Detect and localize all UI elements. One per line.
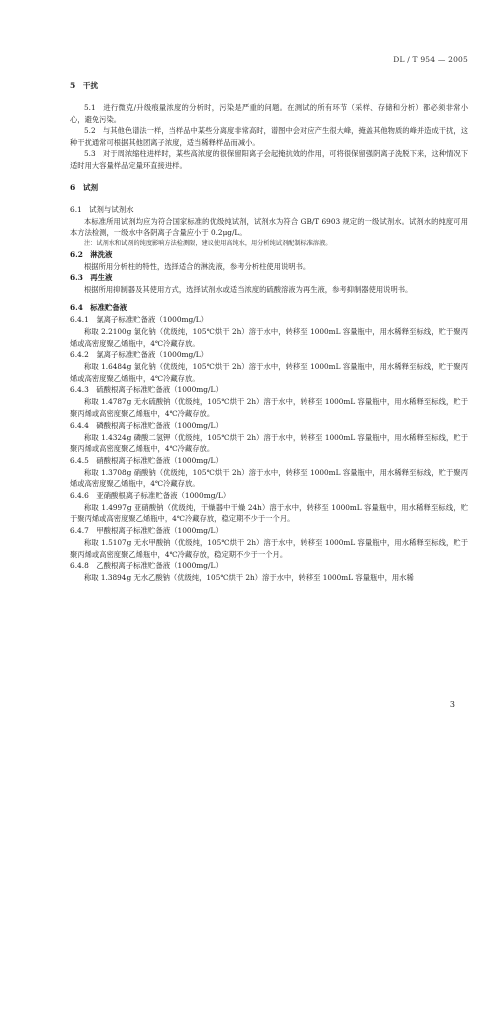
section-6-4-6-title: 6.4.6 亚硝酸根离子标准贮备液（1000mg/L） bbox=[70, 490, 231, 500]
section-6-3-text: 根据所用抑制器及其使用方式，选择试剂水或适当浓度的硫酸溶液为再生液，参考抑制器使用说明书。 bbox=[84, 285, 413, 295]
section-6-4-5-text: 称取 1.3708g 硝酸钠（优级纯，105℃烘干 2h）溶于水中，转移至 1000mL 容量瓶中，用水稀释至标线，贮于聚丙烯或高密度聚乙烯瓶中，4℃冷藏存放。 bbox=[70, 467, 468, 489]
section-6-4-7-text: 称取 1.5107g 无水甲酸钠（优级纯，105℃烘干 2h）溶于水中，转移至 1000mL 容量瓶中，用水稀释至标线，贮于聚丙烯或高密度聚乙烯瓶中，4℃冷藏存放，稳定期不少于一个月。 bbox=[70, 538, 468, 559]
section-6-3-title: 6.3 再生液 bbox=[70, 273, 113, 283]
page-number: 3 bbox=[449, 700, 455, 709]
section-6-4-7-title: 6.4.7 甲酸根离子标准贮备液（1000mg/L） bbox=[70, 526, 223, 536]
document-code: DL / T 954 — 2005 bbox=[393, 55, 468, 64]
section-6-4-4-title: 6.4.4 磷酸根离子标准贮备液（1000mg/L） bbox=[70, 420, 223, 430]
section-6-4-2-text: 称取 1.6484g 氯化钠（优级纯，105℃烘干 2h）溶于水中，转移至 1000mL 容量瓶中，用水稀释至标线，贮于聚丙烯或高密度聚乙烯瓶中，4℃冷藏存放。 bbox=[70, 362, 468, 383]
section-6-4-4-text: 称取 1.4324g 磷酸二氢钾（优级纯，105℃烘干 2h）溶于水中，转移至 1000mL 容量瓶中，用水稀释至标线，贮于聚丙烯或高密度聚乙烯瓶中，4℃冷藏存放。 bbox=[70, 432, 468, 454]
document-body bbox=[70, 80, 468, 584]
section-6-title: 6 试剂 bbox=[70, 182, 99, 192]
section-6-4-1-text: 称取 2.2100g 氯化钠（优级纯，105℃烘干 2h）溶于水中，转移至 1000mL 容量瓶中，用水稀释至标线，贮于聚丙烯或高密度聚乙烯瓶中，4℃冷藏存放。 bbox=[70, 326, 468, 348]
section-6-4-3-title: 6.4.3 硫酸根离子标准贮备液（1000mg/L） bbox=[70, 385, 223, 395]
section-6-4-5-title: 6.4.5 硝酸根离子标准贮备液（1000mg/L） bbox=[70, 455, 223, 465]
section-6-4-1-title: 6.4.1 氯离子标准贮备液（1000mg/L） bbox=[70, 314, 209, 324]
section-6-4-8-text: 称取 1.3894g 无水乙酸钠（优级纯，105℃烘干 2h）溶于水中，转移至 1000mL 容量瓶中，用水稀 bbox=[84, 573, 414, 583]
section-6-4-title: 6.4 标准贮备液 bbox=[70, 302, 128, 312]
section-5-3: 5.3 对于周浓缩柱进样时，某些高浓度的很保留阳离子会起掩抗效的作用，可将很保留强阴离子洗脱下来，这种情况下适时用大容量样品定量环直接进样。 bbox=[70, 149, 468, 170]
section-6-2-text: 根据所用分析柱的特性，选择适合的淋洗液，参考分析柱使用说明书。 bbox=[84, 261, 311, 271]
section-6-1-text: 本标准所用试剂均应为符合国家标准的优级纯试剂，试剂水为符合 GB/T 6903 规定的一级试剂水。试剂水的纯度可用本方法检测，一级水中各阴离子含量应小于 0.2μg/L。 bbox=[70, 216, 468, 238]
section-6-4-8-title: 6.4.8 乙酸根离子标准贮备液（1000mg/L） bbox=[70, 561, 223, 571]
section-5-2: 5.2 与其他色谱法一样，当样品中某些分离度非常高时，谱图中会对应产生很大峰，掩盖其他物质的峰并造成干扰，这种干扰通常可根据其他团离子浓度，适当稀释样品而减小。 bbox=[70, 126, 468, 147]
section-6-4-6-text: 称取 1.4997g 亚硝酸钠（优级纯，干燥器中干燥 24h）溶于水中，转移至 1000mL 容量瓶中，用水稀释至标线，贮于聚丙烯或高密度聚乙烯瓶中，4℃冷藏存放，稳定期不少于一个月。 bbox=[70, 502, 468, 524]
section-6-4-2-title: 6.4.2 氯离子标准贮备液（1000mg/L） bbox=[70, 350, 209, 360]
section-6-4-3-text: 称取 1.4787g 无水硫酸钠（优级纯，105℃烘干 2h）溶于水中，转移至 1000mL 容量瓶中，用水稀释至标线，贮于聚丙烯或高密度聚乙烯瓶中，4℃冷藏存放。 bbox=[70, 397, 468, 418]
section-5-1: 5.1 进行微克/升级痕量浓度的分析时，污染是严重的问题。在测试的所有环节（采样、存储和分析）都必须非常小心，避免污染。 bbox=[70, 103, 468, 124]
section-5-title: 5 干扰 bbox=[70, 81, 99, 90]
section-6-2-title: 6.2 淋洗液 bbox=[70, 249, 113, 259]
section-6-1-title: 6.1 试剂与试剂水 bbox=[70, 204, 134, 214]
section-6-1-note: 注：试剂水和试剂的纯度影响方法检测限，建议使用高纯水，用分析纯试剂配制标准溶液。 bbox=[84, 239, 332, 247]
